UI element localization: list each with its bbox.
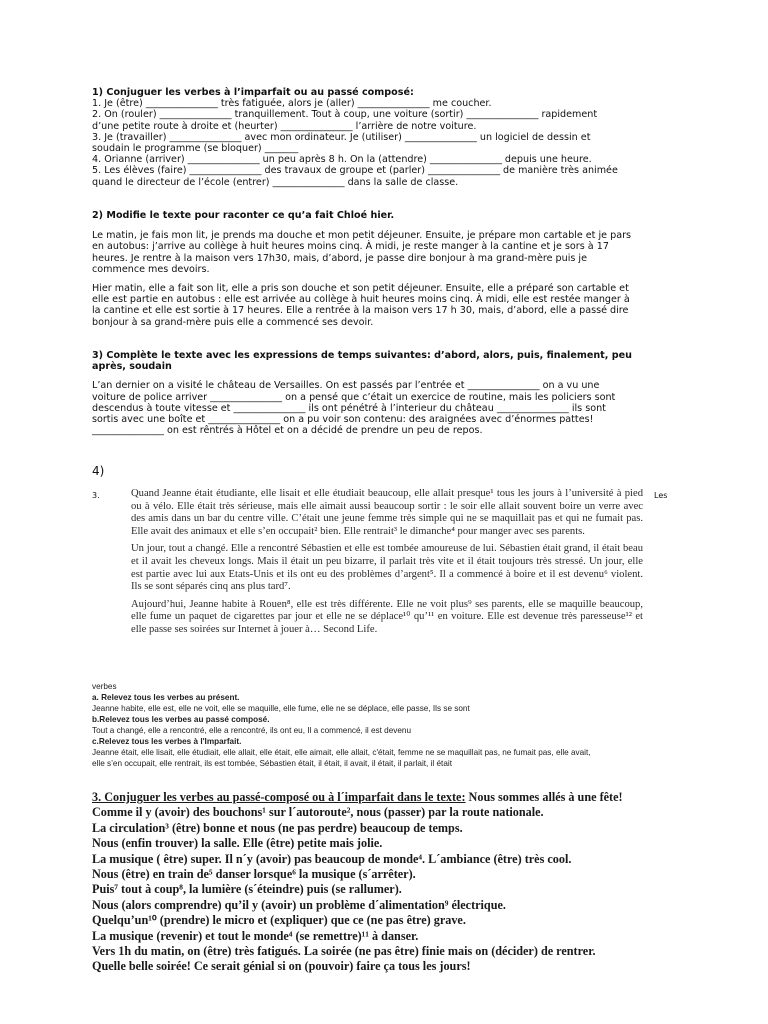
text-line: Comme il y (avoir) des bouchons¹ sur l´autoroute², nous (passer) par la route nationale. [92, 805, 544, 820]
text-line: La circulation³ (être) bonne et nous (ne pas perdre) beaucoup de temps. [92, 820, 463, 835]
exercise-3-text [92, 380, 682, 436]
paragraph: Un jour, tout a changé. Elle a rencontré Sébastien et elle est tombée amoureuse de lui. Sébastien était grand, il était beau et il avait les cheveux longs. Mais il était un peu bizarre, il parlait très vite et il était toujours très stressé. Un jour, elle est partie avec lui aux Etats-Unis et ils ont eu des problèmes d’argent⁵. Il a commencé à boire et il est devenu⁶ violent. Ils se sont séparés cinq ans plus tard⁷. [131, 543, 643, 593]
exercise-1-title: 1) Conjuguer les verbes à l’imparfait ou au passé composé: [92, 87, 414, 98]
answers-block [92, 681, 712, 769]
exercise-1-line: quand le directeur de l’école (entrer) _______________ dans la salle de classe. [92, 176, 459, 188]
text-line: _______________ on est rêntrés à Hôtel et on a décidé de prendre un peu de repos. [92, 425, 483, 437]
exercise-1-line: 4. Orianne (arriver) _______________ un peu après 8 h. On la (attendre) _______________ depuis une heure. [92, 154, 592, 166]
item-number: 3. [92, 491, 100, 500]
exercise-3-title-line: 3) Complète le texte avec les expressions de temps suivantes: d’abord, alors, puis, finalement, peu [92, 350, 632, 361]
exercise-2-source-text [92, 230, 682, 275]
text-line: Nous (enfin trouver) la salle. Elle (être) petite mais jolie. [92, 836, 383, 851]
text-line: Le matin, je fais mon lit, je prends ma douche et mon petit déjeuner. Ensuite, je prépare mon cartable et je pars [92, 230, 632, 242]
paragraph: Aujourd’hui, Jeanne habite à Rouen⁸, elle est très différente. Elle ne voit plus⁹ ses parents, elle se maquille beaucoup, elle fume un paquet de cigarettes par jour et elle ne se déplace¹⁰ qu’¹¹ en voiture. Elle est devenue très paresseuse¹² et elle passe ses soirées sur Internet à jouer à… Second Life. [131, 598, 643, 635]
text-line: La musique (revenir) et tout le monde⁴ (se remettre)¹¹ à danser. [92, 928, 419, 943]
text-line: elle est partie en autobus : elle est arrivée au collège à huit heures moins cinq. À midi, elle est restée manger à [92, 294, 630, 306]
exercise-2-title: 2) Modifie le texte pour raconter ce qu’a fait Chloé hier. [92, 210, 395, 221]
exercise-1-line: 1. Je (être) _______________ très fatiguée, alors je (aller) _______________ me coucher. [92, 98, 492, 110]
text-line: descendus à toute vitesse et _______________ ils ont pénétré à l’interieur du château _______________ ils sont [92, 402, 606, 414]
scanned-exercise-title [92, 790, 652, 805]
exercise-1-line: 5. Les élèves (faire) _______________ des travaux de groupe et (parler) _______________ de manière très animée [92, 165, 618, 177]
title-rest: Nous sommes allés à une fête! [465, 790, 623, 804]
text-line: Puis⁷ tout à coup⁸, la lumière (s´éteindre) puis (se rallumer). [92, 882, 402, 897]
exercise-4-heading: 4) [92, 464, 105, 478]
exercise-1-line: 3. Je (travailler) _______________ avec mon ordinateur. Je (utiliser) _______________ un logiciel de dessin et [92, 131, 591, 143]
exercise-1-line: d’une petite route à droite et (heurter) _______________ l’arrière de notre voiture. [92, 120, 477, 132]
exercise-1-line: 2. On (rouler) _______________ tranquillement. Tout à coup, une voiture (sortir) _______________ rapidement [92, 109, 598, 121]
text-line: commence mes devoirs. [92, 263, 210, 275]
exercise-1-line: soudain le programme (se bloquer) _______ [92, 143, 299, 155]
text-line: bonjour à sa grand-mère puis elle a commencé ses devoir. [92, 316, 374, 328]
text-line: Nous (alors comprendre) qu’il y (avoir) un problème d´alimentation⁹ électrique. [92, 897, 506, 912]
scanned-exercise-fete [92, 790, 652, 975]
text-line: Nous (être) en train de⁵ danser lorsque⁶ la musique (s´arrêter). [92, 867, 416, 882]
question-b: b.Relevez tous les verbes au passé composé. [92, 715, 270, 724]
text-line: voiture de police arriver _______________ on a pensé que c’était un exercice de routine, mais les policiers sont [92, 391, 616, 403]
answer-c-line: elle s’en occupait, elle rentrait, ils est tombée, Sébastien était, il était, il avait, il était, il parlait, il était [92, 759, 452, 768]
exercise-2-answer-text [92, 283, 682, 328]
text-line: heures. Je rentre à la maison vers 17h30, mais, d’abord, je passe dire bonjour à ma grand-mère puis je [92, 252, 588, 264]
text-line: sortis avec une boîte et _______________ on a pu voir son contenu: des araignées avec d’énormes pattes! [92, 414, 594, 426]
answer-a: Jeanne habite, elle est, elle ne voit, elle se maquille, elle fume, elle ne se déplace, elle passe, Ils se sont [92, 704, 470, 713]
answers-heading: verbes [92, 682, 117, 691]
text-line: Quelqu’un¹⁰ (prendre) le micro et (expliquer) que ce (ne pas être) grave. [92, 913, 466, 928]
text-line: la cantine et elle est sortie à 17 heures. Elle a rentrée à la maison vers 17 h 30, mais, d’abord, elle a passé dire [92, 305, 629, 317]
side-label: Les [654, 491, 668, 500]
answer-b: Tout a changé, elle a rencontré, elle a rencontré, ils ont eu, Il a commencé, il est devenu [92, 726, 412, 735]
exercise-2 [92, 210, 682, 328]
question-a: a. Relevez tous les verbes au présent. [92, 693, 240, 702]
text-line: La musique ( être) super. Il n´y (avoir) pas beaucoup de monde⁴. L´ambiance (être) très cool. [92, 851, 572, 866]
exercise-3-title [92, 350, 682, 372]
paragraph: Quand Jeanne était étudiante, elle lisait et elle étudiait beaucoup, elle allait presque¹ tous les jours à l’université à pied ou à vélo. Elle était très sérieuse, mais elle aimait aussi beaucoup sortir : le soir elle allait souvent boire un verre avec des amis dans un bar du centre ville. C’était une jeune femme très simple qui ne se maquillait pas et qui ne fumait pas. Elle avait des animaux et elle s’en occupait² bien. Elle rentrait³ le dimanche⁴ pour manger avec ses parents. [131, 488, 643, 537]
text-line: Hier matin, elle a fait son lit, elle a pris son douche et son petit déjeuner. Ensuite, elle a préparé son cartable et [92, 283, 629, 295]
exercise-3 [92, 350, 682, 436]
title-underlined: 3. Conjuguer les verbes au passé-composé ou à l´imparfait dans le texte: [92, 790, 466, 804]
text-line: Vers 1h du matin, on (être) très fatigués. La soirée (ne pas être) finie mais on (décider) de rentrer. [92, 944, 596, 959]
text-line: L’an dernier on a visité le château de Versailles. On est passés par l’entrée et _______________ on a vu une [92, 380, 600, 392]
answer-c-line: Jeanne était, elle lisait, elle étudiait, elle allait, elle était, elle aimait, elle allait, c'était, femme ne se maquillait pas, ne fumait pas, elle avait, [92, 748, 591, 757]
question-c: c.Relevez tous les verbes à l'Imparfait. [92, 737, 242, 746]
text-line: en autobus: j’arrive au collège à huit heures moins cinq. À midi, je reste manger à la cantine et je sors à 17 [92, 241, 609, 253]
scanned-paragraphs [131, 488, 643, 642]
exercise-1 [92, 87, 682, 188]
exercise-3-title-line: après, soudain [92, 361, 172, 373]
text-line: Quelle belle soirée! Ce serait génial si on (pouvoir) faire ça tous les jours! [92, 959, 471, 974]
